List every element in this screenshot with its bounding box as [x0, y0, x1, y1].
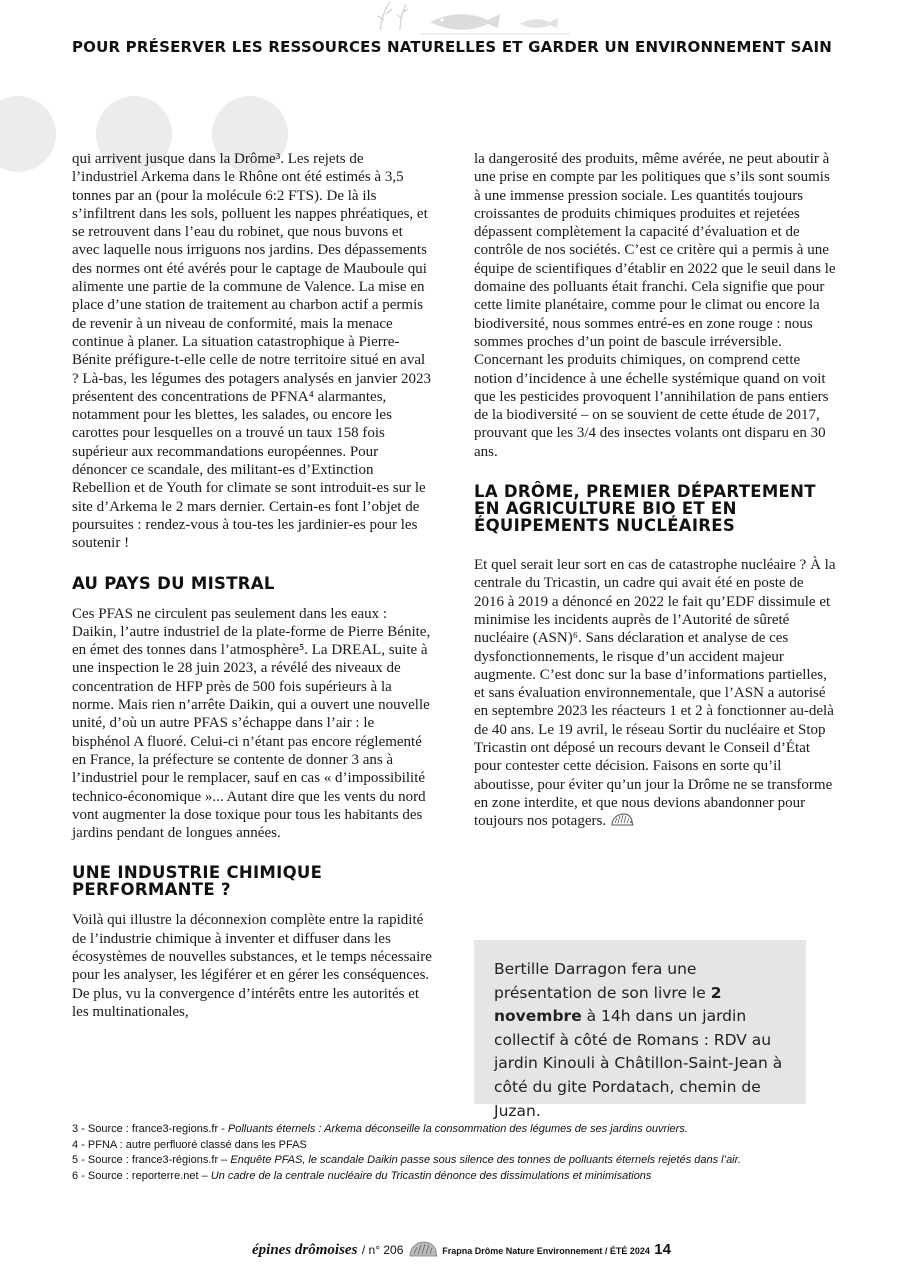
footnote-title: Polluants éternels : Arkema déconseille la consommation des légumes de ses jardins ouvriers. — [227, 1123, 688, 1135]
body-paragraph: qui arrivent jusque dans la Drôme³. Les rejets de l’industriel Arkema dans le Rhône ont été estimés à 3,5 tonnes par an (pour la molécule 6:2 FTS). De là ils s’infiltrent dans les sols, polluent les nappes phréatiques, et se retrouvent dans l’eau du robinet, que nous buvons et avec laquelle nous irriguons nos jardins. Des dépassements des normes ont été avérés pour le captage de Mauboule qui alimente une partie de la commune de Valence. La mise en place d’une station de traitement au charbon actif a permis de revenir à un niveau de conformité, mais la menace continue à planer. La situation catastrophique à Pierre-Bénite préfigure-t-elle celle de notre territoire situé en aval ? Là-bas, les légumes des potagers analysés en janvier 2023 présentent des concentrations de PFNA⁴ alarmantes, notamment pour les blettes, les salades, ou encore les carottes pour lesquelles on a trouvé un taux 158 fois supérieur aux recommandations européennes. Pour dénoncer ce scandale, des militant-es d’Extinction Rebellion et de Youth for climate se sont introduit-es sur le site d’Arkema le 2 mars dernier. Certain-es font l’objet de poursuites : rendez-vous à tou-tes les jardinier-es pour les soutenir ! — [72, 151, 432, 552]
callout-text-part: Bertille Darragon fera une présentation de son livre le — [494, 960, 711, 1002]
body-paragraph: Ces PFAS ne circulent pas seulement dans les eaux : Daikin, l’autre industriel de la plate-forme de Pierre Bénite, en émet des tonnes dans l’atmosphère⁵. La DREAL, suite à une inspection le 28 juin 2023, a révélé des niveaux de concentration de HFP près de 500 fois supérieurs à la norme. Mais rien n’arrête Daikin, qui a ouvert une nouvelle unité, d’où un autre PFAS s’échappe dans l’air : le bisphénol A fluoré. Celui-ci n’étant pas encore réglementé en France, la préfecture se contente de donner 3 ans à l’industriel pour le remplacer, sauf en cas « d’impossibilité technico-économique »... Autant dire que les vents du nord vont augmenter la dose toxique pour tous les habitants des jardins pendant de longues années. — [72, 605, 431, 842]
footnote — [72, 1138, 852, 1154]
footnote-title: Enquête PFAS, le scandale Daikin passe sous silence des tonnes de polluants éternels rejetés dans l’air. — [230, 1154, 741, 1166]
left-column — [72, 150, 432, 1021]
hedgehog-icon — [610, 813, 634, 827]
page-kicker: POUR PRÉSERVER LES RESSOURCES NATURELLES ET GARDER UN ENVIRONNEMENT SAIN — [71, 38, 832, 56]
callout-text — [474, 940, 806, 1123]
section-heading: AU PAYS DU MISTRAL — [72, 573, 275, 593]
decorative-circle — [0, 96, 56, 172]
body-paragraph: la dangerosité des produits, même avérée, ne peut aboutir à une prise en compte par les politiques que s’ils sont soumis à une immense pression sociale. Les quantités toujours croissantes de produits chimiques produites et rejetées dépassent complètement la capacité d’évaluation et de contrôle de nos sociétés. C’est ce critère qui a permis à une équipe de scientifiques d’établir en 2022 que le seuil dans le domaine des polluants était franchi. Cela signifie que pour cette limite planétaire, comme pour le climat ou encore la biodiversité, nous sommes entré-es en zone rouge : nous sommes proches d’un point de bascule irréversible. Concernant les produits chimiques, on comprend cette notion d’incidence à une échelle systémique quand on voit que les pesticides provoquent l’annihilation de pans entiers de la biodiversité – on se souvient de cette étude de 2017, prouvant que les 3/4 des insectes volants ont disparu en 30 ans. — [474, 151, 836, 460]
footnote — [72, 1153, 852, 1169]
hedgehog-icon — [408, 1240, 438, 1258]
footnote-source: 4 - PFNA : autre perfluoré classé dans les PFAS — [72, 1138, 307, 1151]
footnote-source: 3 - Source : france3-regions.fr - — [72, 1123, 228, 1135]
page-footer — [252, 1240, 752, 1264]
callout-date: 2 novembre — [494, 983, 722, 1026]
body-paragraph — [474, 556, 836, 830]
issue-number: / n° 206 — [361, 1243, 404, 1257]
footnotes — [72, 1122, 852, 1184]
footnote — [72, 1122, 852, 1138]
page-number: 14 — [654, 1241, 671, 1258]
footnote-source: 6 - Source : reporterre.net – — [72, 1169, 211, 1182]
footnote-source: 5 - Source : france3-régions.fr – — [72, 1154, 231, 1166]
right-column — [474, 150, 836, 831]
section-heading: UNE INDUSTRIE CHIMIQUE PERFORMANTE ? — [72, 863, 323, 900]
callout-text-part: à 14h dans un jardin collectif à côté de Romans : RDV au jardin Kinouli à Châtillon-Saint-Jean à côté du gite Pordatach, chemin de Juzan. — [494, 1007, 783, 1120]
body-paragraph: Voilà qui illustre la déconnexion complète entre la rapidité de l’industrie chimique à inventer et diffuser dans les écosystèmes de nouvelles substances, et le temps nécessaire pour les analyser, les légiférer et en gérer les conséquences. De plus, vu la convergence d’intérêts entre les autorités et les multinationales, — [72, 912, 432, 1020]
organisation-season: Frapna Drôme Nature Environnement / ÉTÉ 2024 — [442, 1246, 650, 1256]
footnote — [72, 1169, 852, 1185]
footnote-title: Un cadre de la centrale nucléaire du Tricastin dénonce des dissimulations et minimisations — [210, 1169, 652, 1182]
header-decoration-icon — [360, 0, 580, 36]
body-text: Et quel serait leur sort en cas de catastrophe nucléaire ? À la centrale du Tricastin, un cadre qui avait été en poste de 2016 à 2019 a dénoncé en 2022 le fait qu’EDF dissimule et minimise les incidents auprès de l’Autorité de sûreté nucléaire (ASN)⁶. Sans déclaration et analyse de ces dysfonctionnements, le risque d’un accident majeur augmente. C’est donc sur la base d’informations partielles, et sans évaluation environnementale, que l’ASN a autorisé en septembre 2023 les réacteurs 1 et 2 à fonctionner au-delà de 40 ans. Le 19 avril, le réseau Sortir du nucléaire et Stop Tricastin ont déposé un recours devant le Conseil d’État pour contester cette décision. Faisons en sorte qu’il aboutisse, pour éviter qu’un jour la Drôme ne se transforme en zone interdite, et que nous devions abandonner pour toujours nos potagers. — [474, 557, 836, 830]
section-heading: LA DRÔME, PREMIER DÉPARTEMENT EN AGRICULTURE BIO ET EN ÉQUIPEMENTS NUCLÉAIRES — [474, 482, 816, 536]
event-callout — [474, 940, 806, 1120]
magazine-name: épines drômoises — [252, 1242, 358, 1258]
